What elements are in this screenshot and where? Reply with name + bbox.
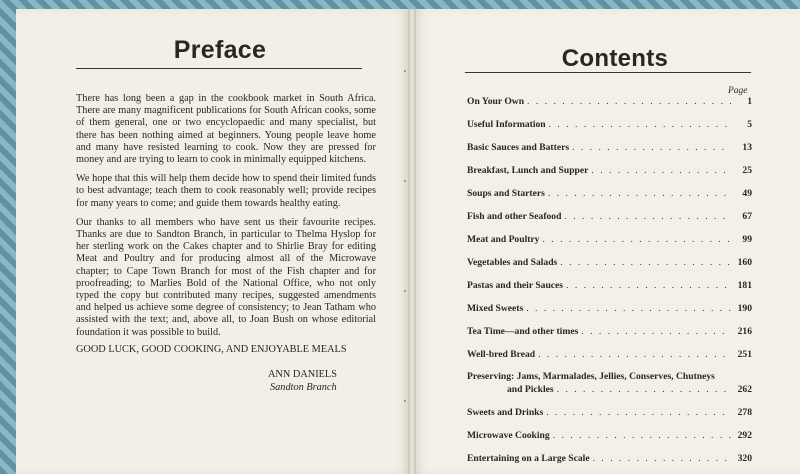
toc-entry[interactable]	[467, 257, 752, 268]
toc-entry-title: Useful Information	[467, 119, 546, 130]
toc-entry-page: 49	[742, 188, 752, 199]
toc-entry-page: 67	[742, 211, 752, 222]
toc-leader-dots	[527, 96, 731, 107]
toc-entry[interactable]	[467, 142, 752, 153]
toc-entry[interactable]	[467, 188, 752, 199]
toc-leader-dots	[581, 326, 731, 337]
toc-entry-page: 251	[737, 349, 752, 360]
toc-entry[interactable]	[467, 119, 752, 130]
toc-leader-dots	[553, 430, 731, 441]
toc-entry[interactable]	[467, 211, 752, 222]
toc-leader-dots	[526, 303, 731, 314]
toc-entry-page: 262	[737, 384, 752, 395]
toc-entry-title: Breakfast, Lunch and Supper	[467, 165, 589, 176]
toc-entry-page: 181	[737, 280, 752, 291]
toc-entry-page: 1	[747, 96, 752, 107]
toc-entry-page: 25	[742, 165, 752, 176]
page-column-label: Page	[728, 86, 748, 96]
toc-entry-title: Mixed Sweets	[467, 303, 524, 314]
preface-body	[76, 93, 376, 346]
toc-leader-dots	[566, 280, 731, 291]
toc-entry[interactable]	[467, 453, 752, 464]
binding-stitch	[404, 400, 406, 402]
toc-leader-dots	[593, 453, 731, 464]
toc-entry-page: 99	[742, 234, 752, 245]
toc-entry-page: 190	[737, 303, 752, 314]
toc-entry-title: Meat and Poultry	[467, 234, 540, 245]
contents-title-rule	[465, 72, 751, 73]
toc-entry-title: Pastas and their Sauces	[467, 280, 564, 291]
toc-entry-title: Basic Sauces and Batters	[467, 142, 570, 153]
toc-entry[interactable]	[467, 430, 752, 441]
preface-closing: GOOD LUCK, GOOD COOKING, AND ENJOYABLE MEALS	[76, 344, 347, 355]
toc-entry[interactable]	[467, 96, 752, 107]
toc-entry-title[interactable]: Preserving: Jams, Marmalades, Jellies, Conserves, Chutneys	[467, 371, 715, 382]
signature-place: Sandton Branch	[270, 382, 337, 393]
toc-leader-dots	[557, 384, 731, 395]
toc-entry-page: 13	[742, 142, 752, 153]
toc-leader-dots	[549, 119, 731, 130]
preface-paragraph: There has long been a gap in the cookbook market in South Africa. There are many magnificent publications for South African cooks, some of them general, one or two encyclopaedic and many specialist, but there has been nothing aimed at beginners. Young people leave home and many have resisted learning to cook. Now they are pressed for money and are trying to learn to cook in minimally equipped kitchens.	[76, 93, 376, 166]
toc-leader-dots	[548, 188, 731, 199]
toc-leader-dots	[542, 234, 731, 245]
toc-entry-title: Vegetables and Salads	[467, 257, 558, 268]
toc-entry[interactable]	[467, 303, 752, 314]
toc-entry-page: 278	[737, 407, 752, 418]
toc-leader-dots	[564, 211, 731, 222]
toc-entry[interactable]	[467, 384, 752, 395]
toc-leader-dots	[572, 142, 731, 153]
contents-title: Contents	[561, 45, 669, 72]
binding-stitch	[404, 290, 406, 292]
toc-entry-title: On Your Own	[467, 96, 525, 107]
toc-entry-title: Well-bred Bread	[467, 349, 536, 360]
toc-entry-title: Entertaining on a Large Scale	[467, 453, 590, 464]
toc-entry-page: 216	[737, 326, 752, 337]
toc-entry-title-continued: and Pickles	[507, 384, 554, 395]
toc-leader-dots	[546, 407, 731, 418]
toc-entry-title: Soups and Starters	[467, 188, 545, 199]
toc-entry-page: 320	[737, 453, 752, 464]
toc-entry-page: 160	[737, 257, 752, 268]
signature-name: ANN DANIELS	[268, 369, 337, 380]
toc-entry[interactable]	[467, 280, 752, 291]
toc-entry[interactable]	[467, 349, 752, 360]
toc-leader-dots	[560, 257, 731, 268]
toc-entry-title: Tea Time—and other times	[467, 326, 579, 337]
preface-paragraph: Our thanks to all members who have sent us their favourite recipes. Thanks are due to Sandton Branch, in particular to Thelma Hyslop for her sterling work on the Cakes chapter and to Shirlie Bray for editing Meat and Poultry and for producing almost all of the Microwave chapter; to Cape Town Branch for most of the Fish chapter and for proofreading; to Marlies Bold of the National Office, who not only typed the copy but contributed many recipes, suggested amendments and helped us achieve some degree of consistency; to Jean Tatham who assisted with the text; and, above all, to Joan Bush on whose editorial foundation it was possible to build.	[76, 216, 376, 338]
binding-stitch	[404, 180, 406, 182]
toc-leader-dots	[538, 349, 731, 360]
toc-entry-page: 5	[747, 119, 752, 130]
toc-entry-page: 292	[737, 430, 752, 441]
toc-leader-dots	[591, 165, 731, 176]
binding-stitch	[404, 70, 406, 72]
toc-entry[interactable]	[467, 165, 752, 176]
toc-entry[interactable]	[467, 407, 752, 418]
preface-paragraph: We hope that this will help them decide how to spend their limited funds to best advantage; teach them to cook reasonably well; provide recipes for many years to come; and guide them towards healthy eating.	[76, 173, 376, 209]
toc-entry[interactable]	[467, 234, 752, 245]
toc-entry-title: Fish and other Seafood	[467, 211, 562, 222]
toc-entry-title: Microwave Cooking	[467, 430, 550, 441]
toc-entry[interactable]	[467, 326, 752, 337]
preface-title: Preface	[173, 36, 267, 64]
book-gutter	[408, 9, 416, 474]
preface-title-rule	[76, 68, 362, 69]
toc-entry-title: Sweets and Drinks	[467, 407, 544, 418]
